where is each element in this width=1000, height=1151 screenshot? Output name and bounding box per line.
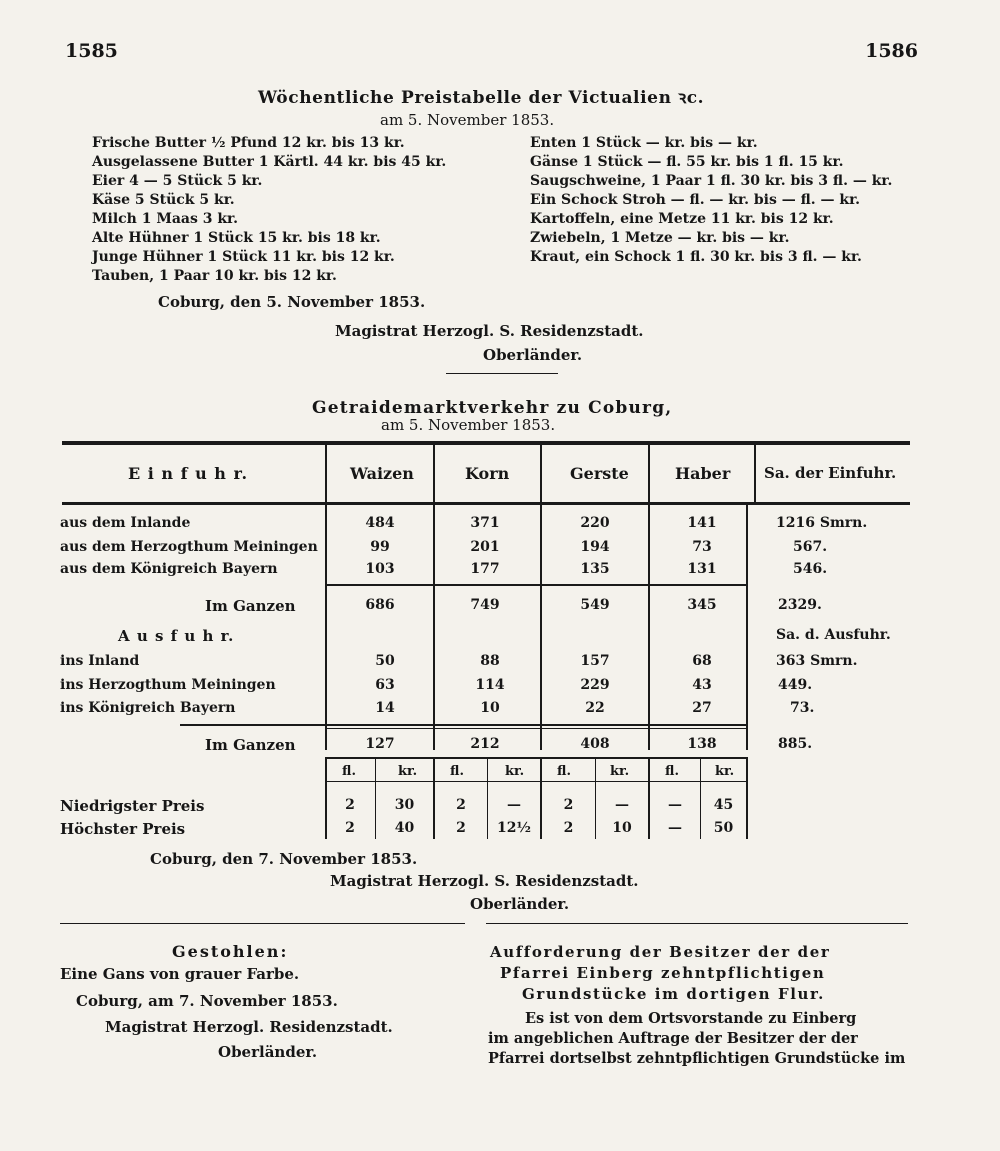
stolen-text: Eine Gans von grauer Farbe.	[60, 965, 300, 983]
price-item: Junge Hühner 1 Stück 11 kr. bis 12 kr.	[92, 249, 395, 265]
cell-haber: 345	[687, 597, 717, 613]
cell-gerste: 408	[580, 736, 610, 752]
stolen-authority: Magistrat Herzogl. Residenzstadt.	[105, 1018, 393, 1036]
grain-signature: Oberländer.	[470, 895, 570, 913]
price-item: Ausgelassene Butter 1 Kärtl. 44 kr. bis 45 kr.	[92, 154, 447, 170]
col-divider	[540, 505, 542, 750]
header-einfuhr: E i n f u h r.	[128, 464, 249, 483]
cell-g-fl: 2	[563, 797, 574, 813]
cell-waizen: 127	[365, 736, 395, 752]
stolen-signature: Oberländer.	[218, 1043, 318, 1061]
cell-sum: 2329.	[778, 597, 822, 613]
grain-authority: Magistrat Herzogl. S. Residenzstadt.	[330, 872, 639, 890]
cell-w-kr: 40	[394, 820, 415, 836]
price-item: Käse 5 Stück 5 kr.	[92, 192, 235, 208]
cell-waizen: 50	[375, 653, 395, 669]
price-rule	[325, 757, 748, 759]
col-divider	[325, 445, 327, 502]
cell-sum: 73.	[790, 700, 815, 716]
cell-k-kr: 12½	[496, 820, 532, 836]
unit-fl: fl.	[450, 764, 464, 779]
summons-body-line: Pfarrei dortselbst zehntpflichtigen Grundstücke im	[488, 1050, 906, 1067]
cell-w-kr: 30	[394, 797, 415, 813]
table-top-rule	[62, 441, 910, 445]
sum-ausfuhr-label: Sa. d. Ausfuhr.	[776, 627, 891, 643]
price-item: Milch 1 Maas 3 kr.	[92, 211, 239, 227]
cell-sum: 363 Smrn.	[776, 653, 858, 669]
cell-sum: 885.	[778, 736, 813, 752]
header-korn: Korn	[465, 464, 510, 483]
price-authority: Magistrat Herzogl. S. Residenzstadt.	[335, 322, 644, 340]
header-sum-einfuhr: Sa. der Einfuhr.	[764, 464, 897, 482]
price-item: Zwiebeln, 1 Metze — kr. bis — kr.	[530, 230, 790, 246]
header-gerste: Gerste	[570, 464, 629, 483]
cell-haber: 68	[692, 653, 712, 669]
separator-rule	[60, 923, 465, 924]
header-waizen: Waizen	[350, 464, 414, 483]
table-header-rule	[62, 502, 910, 505]
summons-body-line: Es ist von dem Ortsvorstande zu Einberg	[525, 1010, 857, 1027]
cell-korn: 114	[475, 677, 505, 693]
price-item: Enten 1 Stück — kr. bis — kr.	[530, 135, 758, 151]
ausfuhr-label: A u s f u h r.	[118, 627, 235, 645]
cell-w-fl: 2	[345, 820, 355, 836]
col-divider	[433, 445, 435, 502]
cell-haber: 138	[687, 736, 717, 752]
stolen-place-date: Coburg, am 7. November 1853.	[76, 992, 338, 1010]
summons-body-line: im angeblichen Auftrage der Besitzer der der	[488, 1030, 858, 1047]
page-number-left: 1585	[65, 40, 118, 62]
col-divider	[648, 505, 650, 750]
cell-waizen: 686	[365, 597, 395, 613]
cell-waizen: 99	[370, 539, 390, 555]
cell-k-fl: 2	[456, 820, 466, 836]
stolen-title: Gestohlen:	[172, 942, 289, 961]
cell-sum: 546.	[793, 561, 828, 577]
cell-w-fl: 2	[345, 797, 355, 813]
cell-haber: 73	[692, 539, 712, 555]
row-label: aus dem Inlande	[60, 515, 191, 531]
price-item: Alte Hühner 1 Stück 15 kr. bis 18 kr.	[92, 230, 381, 246]
cell-waizen: 484	[365, 515, 395, 531]
col-divider	[746, 759, 748, 839]
export-total-label: Im Ganzen	[205, 736, 296, 754]
cell-gerste: 22	[585, 700, 605, 716]
cell-gerste: 549	[580, 597, 610, 613]
row-label: ins Inland	[60, 653, 140, 669]
cell-gerste: 157	[580, 653, 610, 669]
col-divider	[433, 505, 435, 750]
cell-gerste: 220	[580, 515, 610, 531]
separator-rule	[446, 373, 558, 374]
price-list-left	[92, 134, 446, 286]
price-item: Eier 4 — 5 Stück 5 kr.	[92, 173, 263, 189]
cell-sum: 567.	[793, 539, 828, 555]
grain-market-date: am 5. November 1853.	[381, 416, 556, 434]
grain-place-date: Coburg, den 7. November 1853.	[150, 850, 418, 868]
cell-sum: 1216 Smrn.	[776, 515, 868, 531]
cell-g-fl: 2	[563, 820, 574, 836]
cell-korn: 371	[470, 515, 500, 531]
summons-title-line: Aufforderung der Besitzer der der	[490, 943, 831, 961]
row-label: aus dem Königreich Bayern	[60, 561, 278, 577]
unit-kr: kr.	[505, 764, 525, 779]
subtotal-rule	[325, 728, 748, 729]
cell-h-kr: 50	[713, 820, 734, 836]
price-list-right	[530, 134, 892, 267]
row-label: aus dem Herzogthum Meiningen	[60, 539, 318, 555]
unit-fl: fl.	[665, 764, 679, 779]
price-signature: Oberländer.	[483, 346, 583, 364]
header-haber: Haber	[675, 464, 731, 483]
subtotal-rule	[325, 584, 748, 586]
cell-gerste: 135	[580, 561, 610, 577]
price-item: Gänse 1 Stück — fl. 55 kr. bis 1 fl. 15 kr.	[530, 154, 844, 170]
price-item: Kartoffeln, eine Metze 11 kr. bis 12 kr.	[530, 211, 834, 227]
summons-title-line: Grundstücke im dortigen Flur.	[522, 985, 825, 1003]
cell-h-kr: 45	[713, 797, 734, 813]
row-label: Höchster Preis	[60, 820, 186, 838]
price-place-date: Coburg, den 5. November 1853.	[158, 293, 426, 311]
cell-waizen: 103	[365, 561, 395, 577]
cell-waizen: 63	[375, 677, 395, 693]
cell-gerste: 194	[580, 539, 610, 555]
price-item: Tauben, 1 Paar 10 kr. bis 12 kr.	[92, 268, 337, 284]
cell-korn: 749	[470, 597, 500, 613]
cell-korn: 88	[480, 653, 500, 669]
cell-k-fl: 2	[456, 797, 466, 813]
unit-fl: fl.	[557, 764, 571, 779]
price-item: Ein Schock Stroh — fl. — kr. bis — fl. — kr.	[530, 192, 861, 208]
import-total-label: Im Ganzen	[205, 597, 296, 615]
col-divider	[325, 505, 327, 750]
cell-g-kr: —	[615, 797, 629, 813]
cell-waizen: 14	[375, 700, 395, 716]
cell-sum: 449.	[778, 677, 813, 693]
grain-market-title: Getraidemarktverkehr zu Coburg,	[312, 398, 673, 418]
cell-korn: 212	[470, 736, 500, 752]
summons-title-line: Pfarrei Einberg zehntpflichtigen	[500, 964, 826, 982]
cell-haber: 27	[692, 700, 712, 716]
cell-haber: 43	[692, 677, 712, 693]
unit-kr: kr.	[610, 764, 630, 779]
unit-kr: kr.	[398, 764, 418, 779]
col-divider	[754, 445, 756, 502]
unit-fl: fl.	[342, 764, 356, 779]
col-divider	[746, 505, 748, 750]
cell-h-fl: —	[668, 820, 682, 836]
unit-rule	[325, 781, 748, 782]
col-divider	[540, 445, 542, 502]
cell-k-kr: —	[507, 797, 521, 813]
cell-gerste: 229	[580, 677, 610, 693]
price-item: Kraut, ein Schock 1 fl. 30 kr. bis 3 fl. — kr.	[530, 249, 862, 265]
price-table-date: am 5. November 1853.	[380, 111, 555, 129]
cell-haber: 131	[687, 561, 717, 577]
price-item: Saugschweine, 1 Paar 1 fl. 30 kr. bis 3 fl. — kr.	[530, 173, 893, 189]
cell-haber: 141	[687, 515, 717, 531]
cell-korn: 10	[480, 700, 500, 716]
row-label: ins Herzogthum Meiningen	[60, 677, 276, 693]
cell-h-fl: —	[668, 797, 682, 813]
price-item: Frische Butter ½ Pfund 12 kr. bis 13 kr.	[92, 135, 405, 151]
cell-korn: 177	[470, 561, 500, 577]
row-label: ins Königreich Bayern	[60, 700, 236, 716]
subtotal-rule	[180, 724, 748, 726]
unit-kr: kr.	[715, 764, 735, 779]
row-label: Niedrigster Preis	[60, 797, 205, 815]
separator-rule	[486, 923, 908, 924]
price-table-title: Wöchentliche Preistabelle der Victualien ꝛc.	[258, 88, 705, 108]
cell-korn: 201	[470, 539, 500, 555]
page-number-right: 1586	[865, 40, 918, 62]
cell-g-kr: 10	[612, 820, 632, 836]
col-divider	[648, 445, 650, 502]
